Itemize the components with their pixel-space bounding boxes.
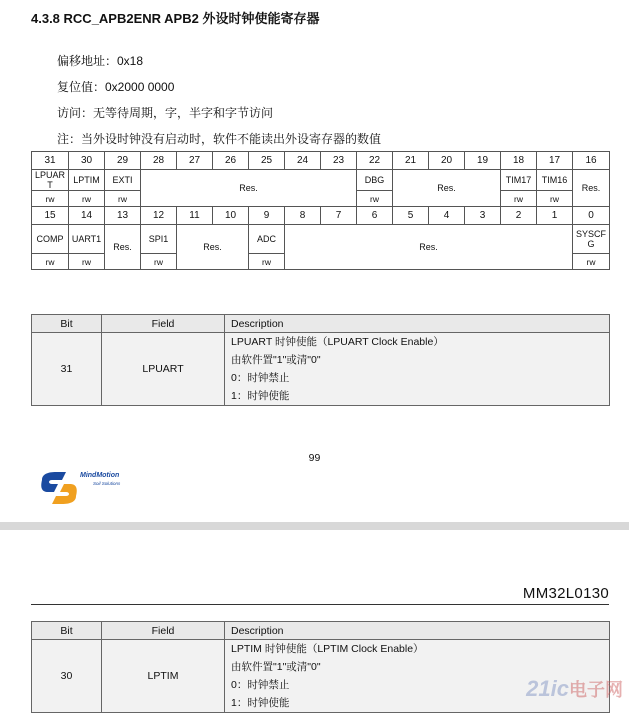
field-spi1: SPI1 — [141, 225, 177, 254]
row-field: LPUART — [102, 333, 225, 406]
bit-number: 27 — [177, 152, 213, 170]
desc-line: 1：时钟使能 — [231, 697, 290, 709]
bit-number: 7 — [321, 207, 357, 225]
bit-number: 29 — [105, 152, 141, 170]
bit-number: 13 — [105, 207, 141, 225]
header-description: Description — [225, 622, 610, 640]
bit-number: 23 — [321, 152, 357, 170]
bit-number: 8 — [285, 207, 321, 225]
header-field: Field — [102, 315, 225, 333]
register-bit-map — [31, 151, 610, 270]
header-rule — [31, 604, 609, 605]
field-exti: EXTI — [105, 170, 141, 191]
bit-number: 6 — [357, 207, 393, 225]
bit-number: 12 — [141, 207, 177, 225]
desc-line: 由软件置"1"或清"0" — [231, 354, 321, 366]
bit-number: 1 — [537, 207, 573, 225]
header-field: Field — [102, 622, 225, 640]
field-reserved: Res. — [573, 170, 610, 207]
header-bit: Bit — [32, 622, 102, 640]
row-bit: 31 — [32, 333, 102, 406]
desc-line: LPTIM 时钟使能（LPTIM Clock Enable） — [231, 643, 424, 655]
bit-number: 2 — [501, 207, 537, 225]
bit-number: 10 — [213, 207, 249, 225]
field-reserved: Res. — [105, 225, 141, 270]
field-lpuart: LPUAR T — [32, 170, 69, 191]
bit-number: 4 — [429, 207, 465, 225]
field-description-table — [31, 621, 610, 713]
row-bit: 30 — [32, 640, 102, 713]
bit-number: 18 — [501, 152, 537, 170]
field-tim17: TIM17 — [501, 170, 537, 191]
bit-number: 3 — [465, 207, 501, 225]
access-type: rw — [69, 191, 105, 207]
header-bit: Bit — [32, 315, 102, 333]
desc-line: 0：时钟禁止 — [231, 372, 290, 384]
access-type: rw — [32, 254, 69, 270]
page-number: 99 — [308, 452, 321, 464]
access-type: rw — [105, 191, 141, 207]
bit-number: 31 — [32, 152, 69, 170]
bit-number: 14 — [69, 207, 105, 225]
page-separator — [0, 522, 629, 530]
bit-number: 22 — [357, 152, 393, 170]
access-type: rw — [573, 254, 610, 270]
field-syscfg: SYSCF G — [573, 225, 610, 254]
field-reserved: Res. — [285, 225, 573, 270]
field-reserved: Res. — [393, 170, 501, 207]
field-tim16: TIM16 — [537, 170, 573, 191]
access-info: 访问：无等待周期，字，半字和字节访问 — [57, 106, 274, 120]
bit-number: 11 — [177, 207, 213, 225]
model-number: MM32L0130 — [522, 585, 609, 602]
field-reserved: Res. — [141, 170, 357, 207]
access-type: rw — [141, 254, 177, 270]
desc-line: LPUART 时钟使能（LPUART Clock Enable） — [231, 336, 444, 348]
access-type: rw — [69, 254, 105, 270]
bit-number: 26 — [213, 152, 249, 170]
logo-tagline: Soil Solutions — [93, 481, 121, 486]
section-heading: 4.3.8 RCC_APB2ENR APB2 外设时钟使能寄存器 — [31, 11, 320, 26]
logo-name: MindMotion — [80, 472, 120, 479]
field-uart1: UART1 — [69, 225, 105, 254]
desc-line: 1：时钟使能 — [231, 390, 290, 402]
reset-value: 复位值：0x2000 0000 — [57, 80, 175, 94]
bit-number: 5 — [393, 207, 429, 225]
note: 注：当外设时钟没有启动时，软件不能读出外设寄存器的数值 — [57, 132, 382, 146]
watermark-latin: 21ic — [526, 676, 569, 701]
field-reserved: Res. — [177, 225, 249, 270]
offset-address: 偏移地址：0x18 — [57, 54, 144, 68]
bit-number: 19 — [465, 152, 501, 170]
bit-number: 24 — [285, 152, 321, 170]
bit-number: 16 — [573, 152, 610, 170]
watermark-cn: 电子网 — [569, 680, 623, 700]
field-lptim: LPTIM — [69, 170, 105, 191]
field-description-table — [31, 314, 610, 406]
bit-number: 28 — [141, 152, 177, 170]
access-type: rw — [501, 191, 537, 207]
bit-number: 0 — [573, 207, 610, 225]
field-dbg: DBG — [357, 170, 393, 191]
access-type: rw — [249, 254, 285, 270]
field-adc: ADC — [249, 225, 285, 254]
bit-number: 30 — [69, 152, 105, 170]
desc-line: 0：时钟禁止 — [231, 679, 290, 691]
bit-number: 9 — [249, 207, 285, 225]
access-type: rw — [537, 191, 573, 207]
bit-number: 21 — [393, 152, 429, 170]
row-description — [225, 333, 610, 406]
watermark — [526, 676, 623, 702]
bit-number: 25 — [249, 152, 285, 170]
access-type: rw — [32, 191, 69, 207]
row-field: LPTIM — [102, 640, 225, 713]
bit-number: 15 — [32, 207, 69, 225]
field-comp: COMP — [32, 225, 69, 254]
header-description: Description — [225, 315, 610, 333]
desc-line: 由软件置"1"或清"0" — [231, 661, 321, 673]
mindmotion-logo-icon — [36, 470, 82, 506]
bit-number: 17 — [537, 152, 573, 170]
bit-number: 20 — [429, 152, 465, 170]
access-type: rw — [357, 191, 393, 207]
